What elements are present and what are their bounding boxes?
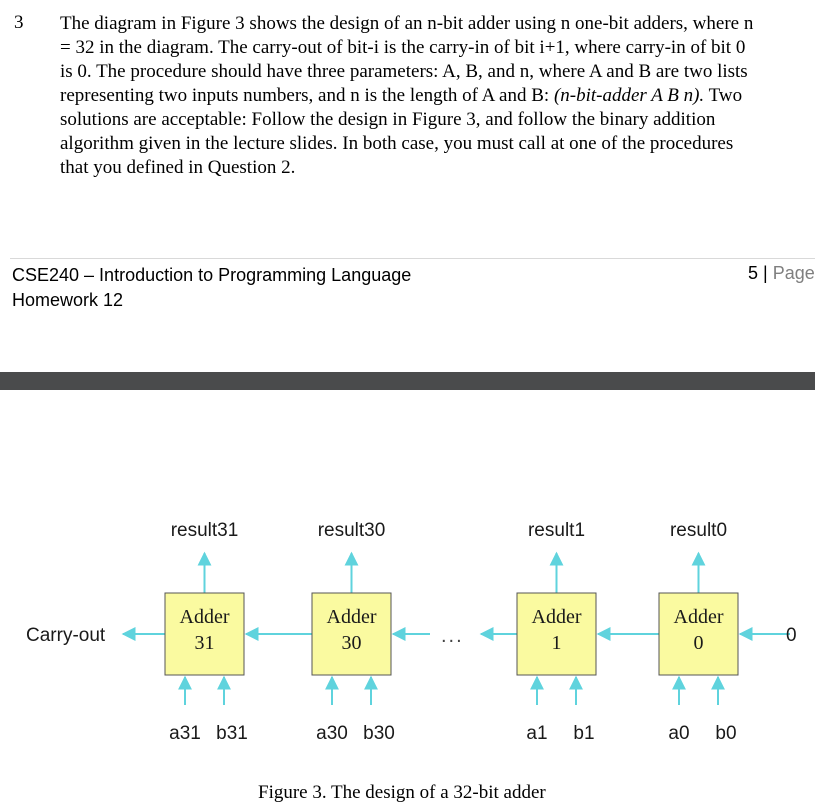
result-label: result0 (669, 520, 728, 541)
result-label: result1 (527, 520, 586, 541)
page-number (748, 263, 815, 284)
result-label: result31 (170, 520, 239, 541)
procedure-signature: (n-bit-adder A B n). (553, 85, 705, 106)
carry-in-label: 0 (786, 625, 797, 646)
text-line-1: The diagram in Figure 3 shows the design of an n-bit adder using n one-bit adders, where n (60, 13, 754, 34)
text-line-4-main: representing two inputs numbers, and n is the length of A and B: (60, 85, 550, 106)
text-line-2: = 32 in the diagram. The carry-out of bit-i is the carry-in of bit i+1, where carry-in of bit 0 (60, 37, 746, 58)
adder-name: Adder (673, 606, 724, 628)
carry-out-label: Carry-out (26, 625, 106, 646)
page-separator: | (758, 263, 773, 283)
homework-title: Homework 12 (12, 290, 124, 310)
input-a-label: a31 (169, 723, 201, 744)
question-text (60, 12, 815, 180)
adder-name: Adder (179, 606, 230, 628)
text-line-4-tail: Two (704, 85, 743, 106)
input-b-label: b31 (216, 723, 248, 744)
ellipsis: ... (441, 625, 464, 647)
text-line-4 (60, 84, 815, 108)
text-line-3: is 0. The procedure should have three parameters: A, B, and n, where A and B are two lists (60, 61, 748, 82)
input-a-label: a30 (316, 723, 348, 744)
input-b-label: b1 (573, 723, 595, 744)
input-a-label: a0 (668, 723, 690, 744)
adder-name: Adder (326, 606, 377, 628)
text-line-6: algorithm given in the lecture slides. In both case, you must call at one of the procedures (60, 133, 734, 154)
figure-caption: Figure 3. The design of a 32-bit adder (258, 782, 546, 803)
page-footer (12, 263, 411, 313)
adder-index: 1 (551, 632, 562, 654)
adder-index: 31 (194, 632, 215, 654)
text-line-5: solutions are acceptable: Follow the design in Figure 3, and follow the binary addition (60, 109, 716, 130)
input-b-label: b30 (363, 723, 395, 744)
course-title: CSE240 – Introduction to Programming Language (12, 265, 412, 285)
page-break-band (0, 372, 815, 390)
input-a-label: a1 (526, 723, 548, 744)
result-label: result30 (317, 520, 386, 541)
page-label: Page (772, 263, 815, 283)
page-number-value: 5 (748, 263, 759, 283)
text-line-7: that you defined in Question 2. (60, 157, 296, 178)
question-number: 3 (14, 12, 24, 33)
input-b-label: b0 (715, 723, 737, 744)
footer-divider (10, 258, 815, 259)
adder-diagram (0, 400, 815, 780)
adder-name: Adder (531, 606, 582, 628)
adder-index: 0 (693, 632, 704, 654)
adder-index: 30 (341, 632, 362, 654)
